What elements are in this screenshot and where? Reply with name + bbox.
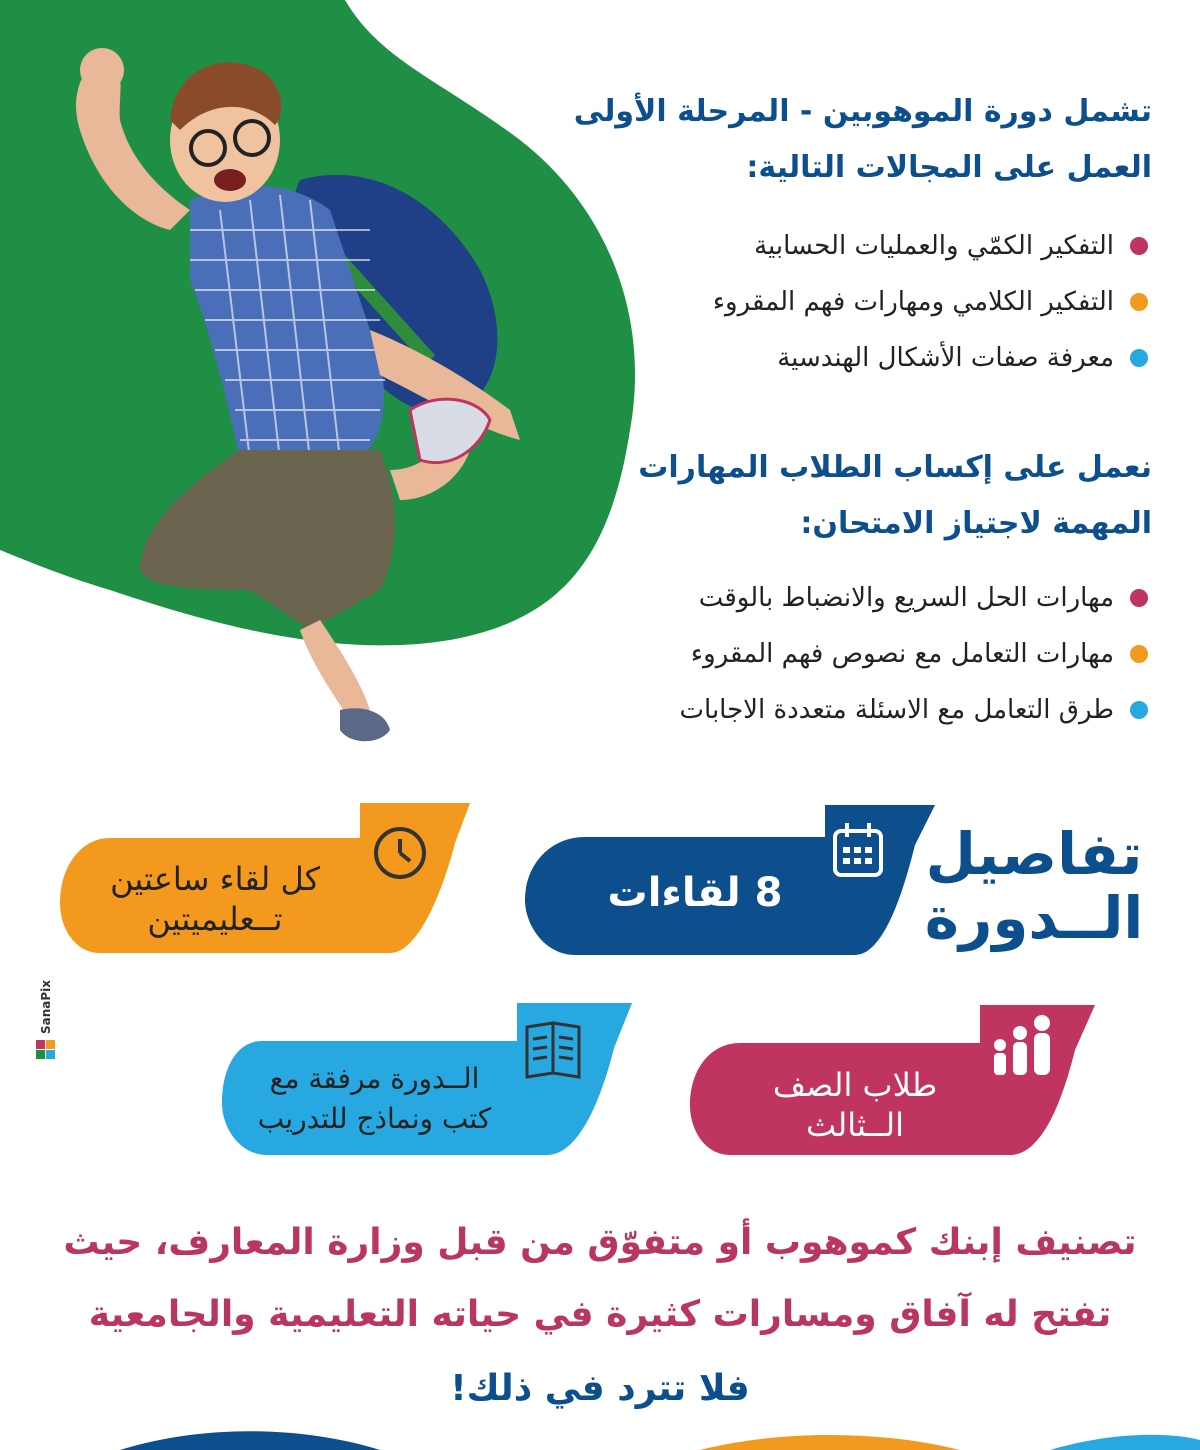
grade-tag (690, 1005, 1095, 1155)
skills-headline-line1: نعمل على إكساب الطلاب المهارات (638, 450, 1152, 485)
duration-tag (60, 803, 470, 953)
materials-line1: الــدورة مرفقة مع (269, 1062, 480, 1095)
bullet-dot-icon (1130, 645, 1148, 663)
materials-line2: كتب ونماذج للتدريب (257, 1102, 492, 1135)
list-item (528, 626, 1148, 682)
watermark-logo-icon (36, 1040, 56, 1060)
footer-line2: تفتح له آفاق ومسارات كثيرة في حياته التعليمية والجامعية (88, 1294, 1112, 1335)
list-item-text: التفكير الكلامي ومهارات فهم المقروء (712, 287, 1114, 317)
grade-text (730, 1065, 980, 1145)
skills-headline (532, 440, 1152, 552)
bullet-dot-icon (1130, 237, 1148, 255)
sessions-tag (525, 805, 935, 955)
areas-list (528, 218, 1148, 386)
areas-headline (532, 84, 1152, 196)
bullet-dot-icon (1130, 349, 1148, 367)
course-details-title-line1: تفاصيل (925, 820, 1143, 888)
skills-list (528, 570, 1148, 738)
footer-cta: فلا تترد في ذلك! (450, 1368, 750, 1409)
course-details-title (924, 822, 1144, 950)
list-item (528, 570, 1148, 626)
sessions-text: 8 لقاءات (607, 870, 783, 916)
bullet-dot-icon (1130, 701, 1148, 719)
bottom-decor-strip (0, 1420, 1200, 1450)
bullet-dot-icon (1130, 293, 1148, 311)
list-item-text: معرفة صفات الأشكال الهندسية (777, 343, 1114, 373)
list-item (528, 330, 1148, 386)
materials-text (232, 1059, 517, 1139)
list-item (528, 218, 1148, 274)
areas-headline-line2: العمل على المجالات التالية: (746, 150, 1152, 185)
list-item-text: طرق التعامل مع الاسئلة متعددة الاجابات (679, 695, 1114, 725)
grade-line2: الــثالث (806, 1106, 904, 1144)
footer-line1: تصنيف إبنك كموهوب أو متفوّق من قبل وزارة المعارف، حيث (63, 1222, 1137, 1263)
duration-line2: تــعليميتين (147, 900, 283, 938)
jumping-student-illustration (40, 30, 560, 750)
course-details-title-line2: الــدورة (924, 884, 1144, 952)
duration-line1: كل لقاء ساعتين (110, 860, 320, 898)
areas-headline-line1: تشمل دورة الموهوبين - المرحلة الأولى (573, 94, 1152, 129)
grade-line1: طلاب الصف (772, 1066, 938, 1104)
sanapix-watermark (34, 960, 58, 1060)
list-item (528, 682, 1148, 738)
skills-headline-line2: المهمة لاجتياز الامتحان: (800, 506, 1152, 541)
duration-text (80, 859, 350, 939)
list-item-text: مهارات الحل السريع والانضباط بالوقت (698, 583, 1114, 613)
list-item-text: مهارات التعامل مع نصوص فهم المقروء (690, 639, 1114, 669)
watermark-text: SanaPix (39, 979, 53, 1035)
materials-tag (222, 1003, 632, 1155)
bullet-dot-icon (1130, 589, 1148, 607)
list-item-text: التفكير الكمّي والعمليات الحسابية (754, 231, 1114, 261)
list-item (528, 274, 1148, 330)
